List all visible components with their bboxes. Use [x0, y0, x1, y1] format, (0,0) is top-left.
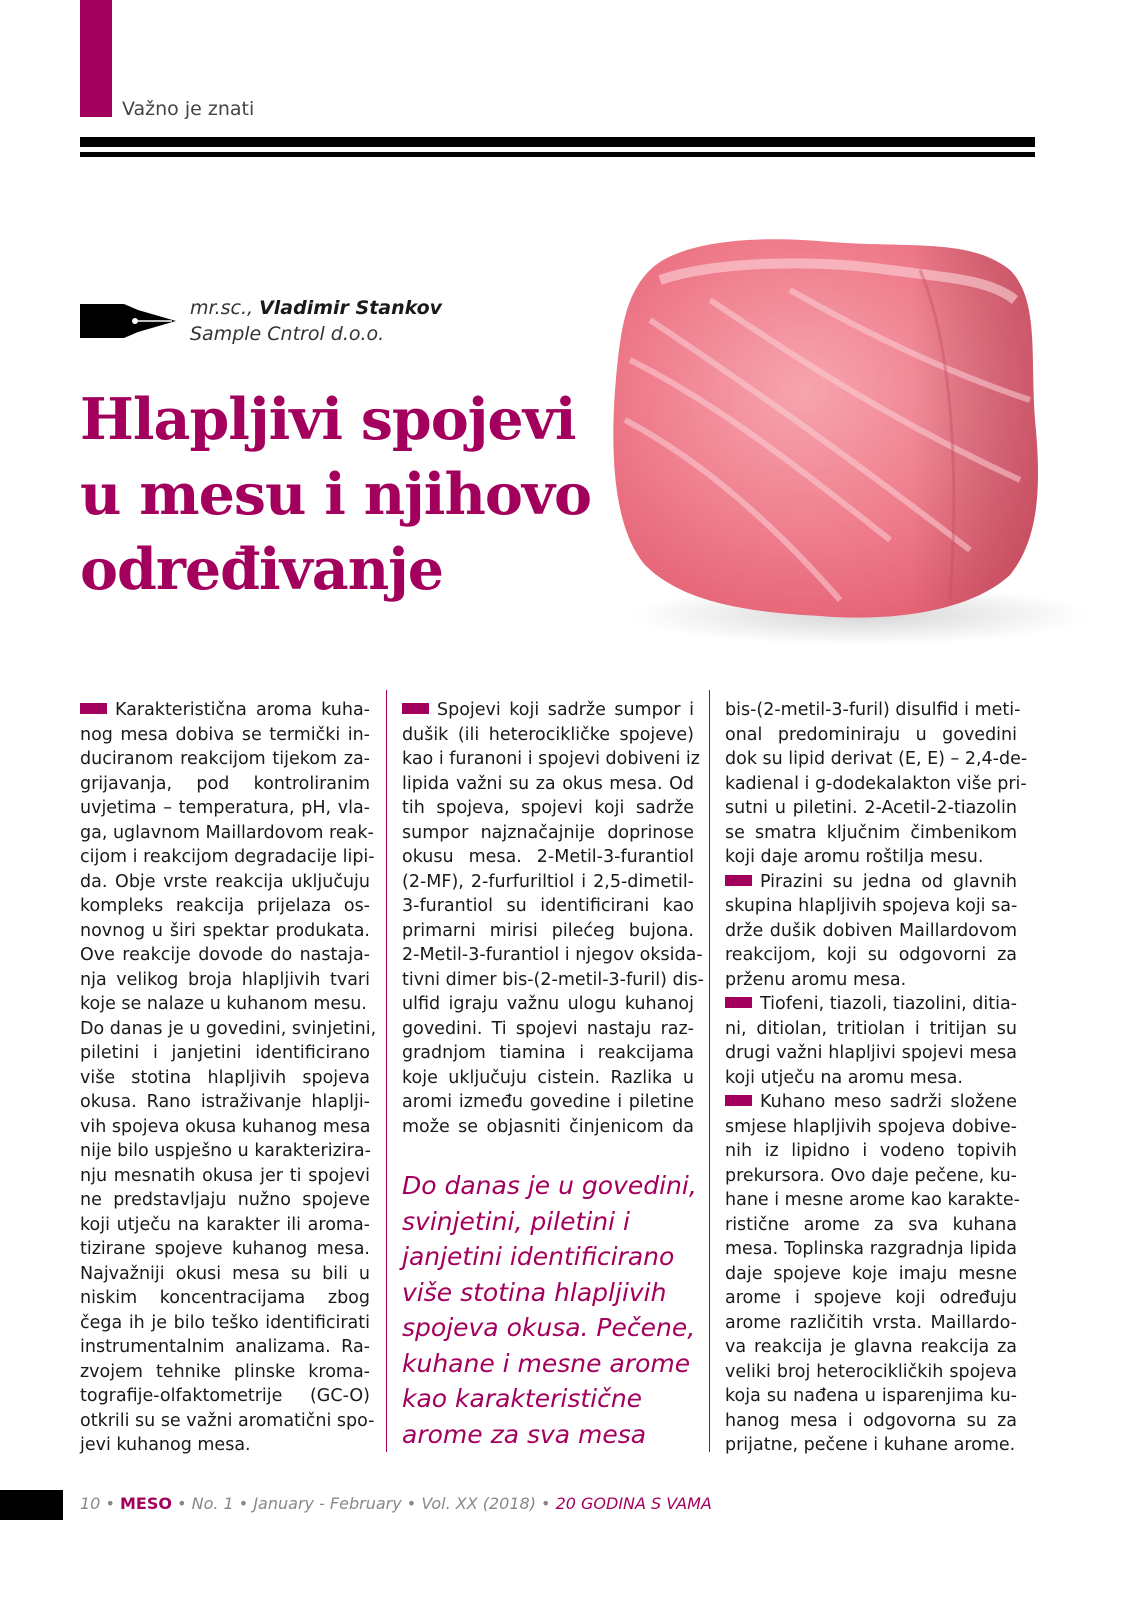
text-line	[80, 698, 370, 723]
text-line	[725, 1115, 1017, 1140]
text-line-content: ristične arome za sva kuhana	[725, 1214, 1017, 1235]
text-line	[80, 1262, 370, 1287]
text-line-content: mesa. Toplinska razgradnja lipida	[725, 1239, 1017, 1259]
text-line	[402, 1090, 694, 1115]
text-line	[80, 723, 370, 748]
text-line-content: daje spojeve koje imaju mesne	[725, 1263, 1017, 1284]
article-column-3	[725, 698, 1028, 1458]
issue-number: No. 1	[191, 1494, 234, 1513]
text-line-content: može se objasniti činjenicom da	[402, 1116, 694, 1137]
pull-quote-line: Do danas je u govedini,	[402, 1171, 697, 1200]
text-line	[402, 919, 694, 944]
text-line	[80, 1041, 370, 1066]
text-line-content: aromi između govedine i piletine	[402, 1092, 694, 1112]
text-line	[80, 1433, 370, 1458]
text-line-content: sutni u piletini. 2-Acetil-2-tiazolin	[725, 798, 1017, 818]
text-line-content: govedini. Ti spojevi nastaju raz-	[402, 1018, 694, 1039]
text-line	[725, 698, 1021, 723]
text-line-content: zvojem tehnike plinske kroma-	[80, 1361, 370, 1382]
footer-separator: •	[406, 1494, 417, 1513]
text-line-content: čega ih je bilo teško identificirati	[80, 1312, 370, 1333]
text-line-content: Ove reakcije dovode do nastaja-	[80, 945, 370, 965]
text-line-content: koji daje aromu roštilja mesu.	[725, 847, 984, 867]
text-line	[402, 772, 694, 797]
text-line-content: Pirazini su jedna od glavnih	[760, 871, 1017, 892]
pull-quote-line: janjetini identificirano	[402, 1242, 675, 1271]
text-line	[402, 1041, 694, 1066]
text-line-content: veliki broj heterocikličkih spojeva	[725, 1361, 1017, 1382]
fountain-pen-nib-icon	[80, 300, 176, 342]
text-line-content: tizirane spojeve kuhanog mesa.	[80, 1239, 370, 1259]
text-line-content: piletini i janjetini identificirano	[80, 1043, 370, 1063]
text-line-content: koji utječu na aromu mesa.	[725, 1067, 963, 1088]
text-line-content: drugi važni hlapljivi spojevi mesa	[725, 1043, 1017, 1063]
text-line	[402, 870, 694, 895]
text-line-content: otkrili su se važni aromatični spo-	[80, 1410, 375, 1431]
text-line-content: nih iz lipidno i vodeno topivih	[725, 1141, 1017, 1161]
text-line-content: Najvažniji okusi mesa su bili u	[80, 1263, 370, 1284]
text-line-content: ulfid igraju važnu ulogu kuhanoj	[402, 994, 694, 1014]
text-line-content: jevi kuhanog mesa.	[80, 1435, 251, 1455]
text-line	[80, 1115, 370, 1140]
text-line	[80, 1384, 370, 1409]
text-line	[725, 723, 1017, 748]
text-line	[402, 943, 703, 968]
text-line-content: okusa. Rano istraživanje hlaplji-	[80, 1092, 370, 1112]
text-line	[725, 1237, 1017, 1262]
text-line-content: bis-(2-metil-3-furil) disulfid i meti-	[725, 700, 1021, 720]
text-line	[402, 968, 704, 993]
text-line	[80, 747, 370, 772]
text-line	[725, 919, 1017, 944]
footer-separator: •	[177, 1494, 187, 1513]
section-label: Važno je znati	[122, 98, 255, 120]
text-line-content: sumpor najznačajnije doprinose	[402, 822, 694, 843]
text-line-content: okusu mesa. 2-Metil-3-furantiol	[402, 847, 694, 867]
author-title: mr.sc.,	[190, 297, 254, 319]
footer-separator: •	[541, 1494, 551, 1513]
accent-bar	[80, 0, 112, 117]
text-line-content: drže dušik dobiven Maillardovom	[725, 920, 1017, 941]
text-line-content: koji utječu na karakter ili aroma-	[80, 1214, 370, 1235]
text-line	[725, 1433, 1017, 1458]
paragraph-marker	[725, 997, 752, 1008]
text-line	[80, 1409, 375, 1434]
text-line-content: koje uključuju cistein. Razlika u	[402, 1067, 694, 1088]
paragraph-marker	[80, 703, 107, 714]
text-line	[402, 821, 694, 846]
text-line-content: prekursora. Ovo daje pečene, ku-	[725, 1165, 1017, 1186]
article-headline	[80, 382, 600, 607]
paragraph-marker	[725, 1095, 752, 1106]
pull-quote	[402, 1168, 702, 1452]
text-line	[80, 943, 370, 968]
text-line-content: se smatra ključnim čimbenikom	[725, 822, 1017, 843]
text-line	[402, 894, 694, 919]
text-line	[725, 1188, 1020, 1213]
text-line-content: Do danas je u govedini, svinjetini,	[80, 1018, 377, 1039]
text-line-content: koja su nađena u isparenjima ku-	[725, 1386, 1017, 1406]
text-line	[725, 1360, 1017, 1385]
pull-quote-line: kao karakteristične	[402, 1384, 643, 1413]
paragraph-marker	[725, 875, 752, 886]
text-line-content: Tiofeni, tiazoli, tiazolini, ditia-	[760, 994, 1017, 1014]
text-line	[725, 968, 1017, 993]
text-line	[402, 1066, 694, 1091]
text-line	[80, 1237, 370, 1262]
text-line	[80, 1286, 370, 1311]
text-line	[725, 1335, 1017, 1360]
footer-separator: •	[238, 1494, 249, 1513]
text-line	[402, 992, 694, 1017]
text-line	[80, 1311, 370, 1336]
page-number: 10	[80, 1494, 101, 1513]
text-line	[725, 845, 1017, 870]
text-line	[402, 845, 694, 870]
text-line	[725, 1213, 1017, 1238]
text-line	[80, 1335, 370, 1360]
text-line	[80, 870, 370, 895]
text-line-content: Karakteristična aroma kuha-	[115, 700, 370, 720]
text-line	[80, 772, 370, 797]
text-line-content: duciranom reakcijom tijekom za-	[80, 749, 370, 769]
text-line-content: tih spojeva, spojevi koji sadrže	[402, 798, 694, 818]
text-line	[725, 1017, 1017, 1042]
header-rule-thick	[80, 137, 1035, 147]
text-line-content: niskim koncentracijama zbog	[80, 1288, 370, 1308]
article-column-1	[80, 698, 377, 1458]
text-line-content: hane i mesne arome kao karakte-	[725, 1190, 1020, 1210]
pull-quote-line: više stotina hlapljivih	[402, 1277, 667, 1307]
text-line-content: prženu aromu mesa.	[725, 969, 907, 990]
pull-quote-line: arome za sva mesa	[402, 1419, 647, 1449]
text-line	[725, 1066, 1017, 1091]
text-line-content: onal predominiraju u govedini	[725, 724, 1017, 745]
text-line-content: gradnjom tiamina i reakcijama	[402, 1043, 694, 1063]
text-line-content: više stotina hlapljivih spojeva	[80, 1067, 370, 1088]
text-line-content: nije bilo uspješno u karakterizira-	[80, 1141, 371, 1161]
paragraph-marker	[402, 703, 429, 714]
author-name: Vladimir Stankov	[259, 297, 443, 319]
text-line	[725, 992, 1017, 1017]
text-line-content: arome i spojeve koji određuju	[725, 1288, 1017, 1308]
pull-quote-line: kuhane i mesne arome	[402, 1348, 691, 1378]
footer-tagline: 20 GODINA S VAMA	[555, 1494, 712, 1513]
footer-block	[0, 1490, 63, 1520]
text-line	[725, 796, 1017, 821]
text-line-content: reakcijom, koji su odgovorni za	[725, 945, 1017, 965]
text-line	[80, 992, 370, 1017]
text-line-content: ni, ditiolan, tritiolan i tritijan su	[725, 1018, 1017, 1039]
text-line	[725, 1409, 1017, 1434]
text-line-content: dušik (ili heterocikličke spojeve)	[402, 724, 694, 745]
text-line	[80, 821, 374, 846]
headline-line: Hlapljivi spojevi	[80, 386, 576, 453]
text-line-content: da. Obje vrste reakcija uključuju	[80, 871, 370, 892]
text-line-content: tografije-olfaktometrije (GC-O)	[80, 1386, 370, 1406]
text-line	[80, 1213, 370, 1238]
article-column-2	[402, 698, 704, 1139]
text-line	[402, 1017, 694, 1042]
text-line	[80, 1090, 370, 1115]
text-line-content: va reakcija je glavna reakcija za	[725, 1337, 1017, 1357]
text-line-content: instrumentalnim analizama. Ra-	[80, 1337, 370, 1357]
author-affiliation: Sample Cntrol d.o.o.	[190, 323, 385, 345]
text-line-content: ga, uglavnom Maillardovom reak-	[80, 822, 374, 843]
text-line-content: (2-MF), 2-furfuriltiol i 2,5-dimetil-	[402, 871, 694, 892]
column-divider	[386, 690, 387, 1452]
text-line	[402, 723, 694, 748]
text-line-content: nja velikog broja hlapljivih tvari	[80, 969, 370, 990]
text-line-content: novnog u širi spektar produkata.	[80, 920, 370, 941]
text-line-content: dok su lipid derivat (E, E) – 2,4-de-	[725, 749, 1028, 769]
text-line-content: hanog mesa i odgovorna su za	[725, 1410, 1017, 1431]
text-line	[725, 821, 1017, 846]
text-line-content: uvjetima – temperatura, pH, vla-	[80, 798, 370, 818]
text-line	[402, 1115, 694, 1140]
text-line	[725, 1286, 1017, 1311]
text-line	[80, 1188, 370, 1213]
text-line-content: nju mesnatih okusa jer ti spojevi	[80, 1165, 370, 1186]
text-line	[80, 894, 370, 919]
text-line-content: kadienal i g-dodekalakton više pri-	[725, 773, 1027, 794]
headline-line: u mesu i njihovo	[80, 461, 592, 528]
magazine-brand: MESO	[119, 1494, 172, 1513]
raw-meat-cube-image	[590, 160, 1110, 670]
text-line-content: kompleks reakcija prijelaza os-	[80, 896, 370, 916]
text-line	[80, 919, 370, 944]
text-line	[80, 1360, 370, 1385]
text-line	[725, 870, 1017, 895]
text-line-content: prijatne, pečene i kuhane arome.	[725, 1435, 1016, 1455]
text-line-content: 2-Metil-3-furantiol i njegov oksida-	[402, 945, 703, 965]
text-line	[80, 1066, 370, 1091]
byline	[190, 295, 442, 347]
column-divider	[709, 690, 710, 1452]
page-footer	[80, 1494, 712, 1513]
text-line	[80, 845, 375, 870]
text-line-content: ne predstavljaju nužno spojeve	[80, 1190, 370, 1210]
text-line-content: smjese hlapljivih spojeva dobive-	[725, 1116, 1017, 1137]
text-line	[80, 1164, 370, 1189]
text-line	[725, 1041, 1017, 1066]
text-line-content: skupina hlapljivih spojeva koji sa-	[725, 896, 1018, 916]
text-line	[80, 796, 370, 821]
text-line-content: arome različitih vrsta. Maillardo-	[725, 1312, 1017, 1333]
text-line-content: Kuhano meso sadrži složene	[760, 1092, 1017, 1112]
headline-line: određivanje	[80, 536, 444, 603]
pull-quote-line: svinjetini, piletini i	[402, 1206, 630, 1236]
text-line-content: kao i furanoni i spojevi dobiveni iz	[402, 749, 700, 769]
text-line	[725, 1384, 1017, 1409]
text-line-content: lipida važni su za okus mesa. Od	[402, 773, 694, 794]
text-line	[402, 698, 694, 723]
text-line	[725, 894, 1017, 919]
text-line-content: primarni mirisi pilećeg bujona.	[402, 920, 694, 941]
text-line	[402, 796, 694, 821]
text-line	[725, 1139, 1017, 1164]
text-line-content: koje se nalaze u kuhanom mesu.	[80, 994, 367, 1014]
issue-months: January - February	[253, 1494, 402, 1513]
text-line	[725, 1311, 1017, 1336]
footer-separator: •	[105, 1494, 115, 1513]
text-line	[80, 1017, 377, 1042]
text-line-content: cijom i reakcijom degradacije lipi-	[80, 847, 375, 867]
text-line	[725, 943, 1017, 968]
text-line-content: Spojevi koji sadrže sumpor i	[437, 700, 694, 720]
text-line-content: vih spojeva okusa kuhanog mesa	[80, 1116, 371, 1137]
text-line-content: 3-furantiol su identificirani kao	[402, 896, 694, 916]
text-line	[725, 1262, 1017, 1287]
text-line-content: nog mesa dobiva se termički in-	[80, 724, 370, 745]
text-line	[80, 968, 370, 993]
text-line-content: grijavanja, pod kontroliranim	[80, 773, 370, 794]
text-line	[402, 747, 700, 772]
text-line-content: tivni dimer bis-(2-metil-3-furil) dis-	[402, 969, 704, 990]
text-line	[725, 747, 1028, 772]
pull-quote-line: spojeva okusa. Pečene,	[402, 1313, 696, 1342]
text-line	[80, 1139, 370, 1164]
text-line	[725, 772, 1027, 797]
text-line	[725, 1164, 1017, 1189]
volume-info: Vol. XX (2018)	[421, 1494, 536, 1513]
header-rule-thin	[80, 152, 1035, 157]
text-line	[725, 1090, 1017, 1115]
